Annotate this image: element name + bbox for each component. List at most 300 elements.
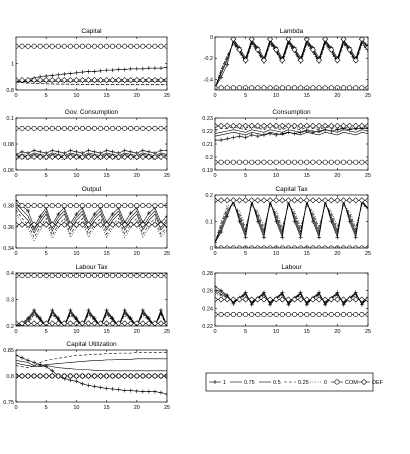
panel-title: Labour [281, 264, 302, 271]
data-point [20, 273, 24, 277]
x-tick-label: 20 [133, 173, 140, 179]
data-point [147, 273, 151, 277]
x-tick-label: 10 [273, 173, 280, 179]
data-point [50, 126, 54, 130]
y-tick-label: 0.8 [6, 374, 14, 380]
data-point [80, 273, 84, 277]
data-point [219, 312, 223, 316]
data-point [50, 321, 55, 326]
data-point [280, 123, 285, 128]
x-tick-label: 0 [14, 93, 18, 99]
data-point [92, 203, 96, 207]
data-point [219, 198, 224, 203]
data-point [68, 126, 72, 130]
legend-marker [335, 380, 339, 384]
data-point [286, 198, 291, 203]
data-point [347, 123, 352, 128]
x-tick-label: 0 [14, 251, 18, 257]
data-point [129, 67, 133, 71]
panel-title: Output [81, 186, 102, 193]
data-point [329, 198, 334, 203]
data-point [305, 312, 309, 316]
data-point [304, 198, 309, 203]
data-point [292, 312, 296, 316]
data-point [147, 203, 151, 207]
data-point [56, 126, 60, 130]
data-point [311, 312, 315, 316]
series-0 [16, 82, 167, 85]
plot-frame [16, 118, 167, 170]
series-1 [213, 198, 370, 244]
data-point [62, 44, 66, 48]
data-point [86, 126, 90, 130]
data-point [159, 149, 163, 153]
data-point [56, 73, 60, 77]
data-point [122, 77, 127, 82]
data-point [225, 86, 229, 90]
x-tick-label: 0 [213, 93, 217, 99]
data-point [329, 160, 333, 164]
series-line [16, 213, 167, 241]
series-0-75 [215, 202, 368, 243]
data-point [159, 66, 163, 70]
data-point [116, 203, 120, 207]
data-point [317, 86, 321, 90]
x-tick-label: 10 [73, 405, 80, 411]
data-point [250, 312, 254, 316]
data-point [159, 203, 163, 207]
data-point [256, 312, 260, 316]
legend-label: 0 [324, 380, 328, 386]
data-point [274, 160, 278, 164]
x-tick-label: 25 [364, 93, 372, 99]
data-point [86, 69, 90, 73]
x-tick-label: 10 [273, 251, 280, 257]
data-point [152, 373, 157, 378]
data-point [262, 160, 266, 164]
y-tick-label: 0.36 [3, 224, 14, 231]
data-point [74, 373, 79, 378]
data-point [244, 235, 248, 239]
data-point [268, 86, 272, 90]
data-point [117, 388, 121, 392]
data-point [128, 373, 133, 378]
data-point [153, 126, 157, 130]
data-point [98, 44, 102, 48]
data-point [86, 373, 91, 378]
data-point [335, 312, 339, 316]
y-tick-label: -0.4 [203, 77, 213, 84]
data-point [158, 321, 163, 326]
data-point [86, 44, 90, 48]
data-point [92, 44, 96, 48]
x-tick-label: 5 [244, 173, 248, 179]
data-point [298, 312, 302, 316]
x-tick-label: 25 [163, 405, 171, 411]
data-point [237, 160, 241, 164]
data-point [153, 273, 157, 277]
data-point [44, 365, 48, 369]
data-point [243, 312, 247, 316]
x-tick-label: 20 [133, 93, 140, 99]
data-point [140, 77, 145, 82]
data-point [310, 198, 315, 203]
y-tick-label: 0.38 [3, 203, 14, 210]
x-tick-label: 5 [244, 251, 248, 257]
data-point [147, 44, 151, 48]
data-point [80, 382, 84, 386]
panel-lambda [204, 28, 372, 99]
data-point [110, 77, 115, 82]
data-point [225, 137, 229, 141]
data-point [147, 126, 151, 130]
y-tick-label: 0.8 [6, 88, 14, 94]
data-point [323, 160, 327, 164]
data-point [152, 77, 157, 82]
x-tick-label: 20 [133, 405, 140, 411]
data-point [93, 150, 97, 154]
data-point [26, 44, 30, 48]
data-point [159, 44, 163, 48]
data-point [243, 198, 248, 203]
data-point [135, 126, 139, 130]
data-point [74, 71, 78, 75]
x-tick-label: 20 [334, 329, 341, 335]
data-point [134, 77, 139, 82]
data-point [62, 126, 66, 130]
data-point [298, 198, 303, 203]
data-point [335, 160, 339, 164]
data-point [274, 198, 279, 203]
series-def [231, 37, 371, 63]
data-point [123, 149, 127, 153]
data-point [292, 160, 296, 164]
x-tick-label: 15 [103, 93, 110, 99]
data-point [25, 373, 30, 378]
series-0-25 [16, 82, 167, 84]
data-point [116, 126, 120, 130]
x-tick-label: 15 [103, 405, 110, 411]
data-point [311, 160, 315, 164]
series-def [13, 373, 169, 378]
data-point [347, 160, 351, 164]
x-tick-label: 15 [103, 329, 110, 335]
x-tick-label: 25 [163, 251, 171, 257]
data-point [98, 77, 103, 82]
series-com [213, 86, 370, 90]
data-point [123, 273, 127, 277]
data-point [219, 123, 224, 128]
legend-label: 0.25 [298, 380, 309, 386]
data-point [347, 86, 351, 90]
data-point [20, 126, 24, 130]
data-point [153, 390, 157, 394]
panel-gov-consumption [3, 109, 170, 179]
data-point [38, 126, 42, 130]
data-point [134, 373, 139, 378]
data-point [262, 235, 266, 239]
data-point [68, 373, 73, 378]
x-tick-label: 0 [14, 405, 18, 411]
x-tick-label: 10 [273, 329, 280, 335]
data-point [280, 86, 284, 90]
data-point [219, 297, 224, 302]
x-tick-label: 5 [44, 329, 48, 335]
data-point [129, 273, 133, 277]
data-point [99, 69, 103, 73]
series-line [215, 202, 368, 243]
x-tick-label: 25 [163, 329, 171, 335]
data-point [231, 86, 235, 90]
data-point [140, 321, 145, 326]
data-point [286, 160, 290, 164]
data-point [123, 203, 127, 207]
data-point [267, 198, 272, 203]
data-point [298, 160, 302, 164]
data-point [86, 222, 91, 227]
data-point [20, 203, 24, 207]
data-point [347, 198, 352, 203]
data-point [225, 198, 230, 203]
data-point [38, 150, 42, 154]
y-tick-label: 0.85 [3, 348, 14, 354]
x-tick-label: 10 [273, 93, 280, 99]
data-point [92, 373, 97, 378]
data-point [92, 126, 96, 130]
data-point [110, 126, 114, 130]
data-point [86, 321, 91, 326]
legend-label: DEF [372, 380, 383, 386]
data-point [243, 160, 247, 164]
data-point [286, 86, 290, 90]
panel-title: Capital Utilization [66, 341, 117, 348]
data-point [323, 198, 328, 203]
data-point [129, 44, 133, 48]
data-point [255, 198, 260, 203]
data-point [354, 86, 358, 90]
data-point [147, 390, 151, 394]
data-point [354, 312, 358, 316]
data-point [80, 44, 84, 48]
data-point [56, 222, 61, 227]
data-point [26, 203, 30, 207]
data-point [32, 203, 36, 207]
data-point [62, 72, 66, 76]
y-tick-label: 0.1 [6, 116, 14, 122]
x-tick-label: 25 [364, 329, 372, 335]
x-tick-label: 5 [244, 93, 248, 99]
data-point [20, 356, 24, 360]
x-tick-label: 25 [163, 93, 171, 99]
data-point [256, 160, 260, 164]
data-point [237, 123, 242, 128]
series-0-5 [16, 359, 167, 367]
data-point [219, 138, 223, 142]
data-point [92, 273, 96, 277]
data-point [316, 297, 321, 302]
data-point [231, 136, 235, 140]
data-point [50, 203, 54, 207]
series-def [212, 198, 370, 203]
data-point [237, 198, 242, 203]
y-tick-label: 0.26 [202, 288, 213, 295]
data-point [129, 203, 133, 207]
x-tick-label: 5 [44, 93, 48, 99]
data-point [20, 150, 24, 154]
x-tick-label: 20 [133, 251, 140, 257]
data-point [129, 389, 133, 393]
series-1 [213, 284, 370, 307]
data-point [268, 312, 272, 316]
data-point [32, 360, 36, 364]
data-point [104, 126, 108, 130]
data-point [50, 44, 54, 48]
panel-title: Gov. Consumption [64, 109, 119, 116]
x-tick-label: 20 [133, 329, 140, 335]
data-point [341, 86, 345, 90]
data-point [74, 203, 78, 207]
data-point [93, 384, 97, 388]
data-point [280, 160, 284, 164]
data-point [32, 373, 37, 378]
x-tick-label: 15 [303, 93, 310, 99]
data-point [104, 44, 108, 48]
data-point [104, 373, 109, 378]
data-point [237, 86, 241, 90]
y-tick-label: 0.2 [205, 193, 213, 199]
data-point [111, 387, 115, 391]
data-point [68, 44, 72, 48]
data-point [353, 297, 358, 302]
y-tick-label: 0.22 [202, 129, 213, 135]
data-point [298, 86, 302, 90]
data-point [80, 77, 85, 82]
data-point [219, 289, 223, 293]
data-point [329, 312, 333, 316]
data-point [147, 66, 151, 70]
x-tick-label: 15 [303, 251, 310, 257]
data-point [158, 77, 163, 82]
data-point [262, 312, 266, 316]
data-point [153, 203, 157, 207]
data-point [50, 77, 55, 82]
data-point [141, 44, 145, 48]
data-point [110, 203, 114, 207]
data-point [323, 312, 327, 316]
panel-capital [6, 28, 170, 99]
data-point [38, 373, 43, 378]
data-point [74, 126, 78, 130]
x-tick-label: 5 [44, 405, 48, 411]
data-point [116, 373, 121, 378]
panel-labour [202, 264, 371, 335]
data-point [50, 149, 54, 153]
data-point [74, 77, 79, 82]
data-point [116, 77, 121, 82]
series-def [13, 321, 169, 326]
x-tick-label: 15 [303, 173, 310, 179]
data-point [117, 67, 121, 71]
data-point [299, 235, 303, 239]
panel-title: Capital [81, 28, 102, 35]
data-point [353, 198, 358, 203]
series-0-25 [16, 353, 167, 368]
x-tick-label: 5 [44, 173, 48, 179]
data-point [123, 389, 127, 393]
data-point [98, 203, 102, 207]
x-tick-label: 25 [364, 173, 372, 179]
x-tick-label: 0 [213, 173, 217, 179]
x-tick-label: 0 [14, 329, 18, 335]
legend-label: 0.75 [244, 380, 255, 386]
y-tick-label: 0.08 [3, 142, 14, 148]
data-point [159, 273, 163, 277]
data-point [329, 123, 334, 128]
data-point [98, 222, 103, 227]
y-tick-label: 0.24 [202, 306, 213, 313]
data-point [62, 203, 66, 207]
data-point [50, 373, 55, 378]
data-point [122, 373, 127, 378]
data-point [86, 273, 90, 277]
data-point [141, 203, 145, 207]
data-point [105, 149, 109, 153]
x-tick-label: 0 [14, 173, 18, 179]
data-point [359, 198, 364, 203]
y-tick-label: 0.2 [6, 324, 14, 330]
data-point [74, 150, 78, 154]
data-point [19, 373, 24, 378]
data-point [50, 273, 54, 277]
data-point [329, 86, 333, 90]
series-line [16, 82, 167, 84]
data-point [99, 385, 103, 389]
legend-label: COM [345, 380, 358, 386]
x-tick-label: 5 [244, 329, 248, 335]
series-1 [14, 308, 169, 328]
data-point [298, 297, 303, 302]
panel-labour-tax [6, 264, 170, 335]
panel-title: Lambda [279, 28, 304, 35]
data-point [360, 312, 364, 316]
data-point [68, 149, 72, 153]
data-point [129, 150, 133, 154]
data-point [32, 149, 36, 153]
x-tick-label: 25 [364, 251, 372, 257]
data-point [32, 44, 36, 48]
data-point [250, 160, 254, 164]
data-point [38, 44, 42, 48]
data-point [292, 198, 297, 203]
data-point [129, 126, 133, 130]
data-point [274, 123, 279, 128]
data-point [80, 126, 84, 130]
x-tick-label: 10 [73, 329, 80, 335]
y-tick-label: 0.75 [3, 400, 14, 406]
data-point [56, 203, 60, 207]
series-line [16, 359, 167, 367]
legend-label: 1 [223, 380, 227, 386]
data-point [231, 198, 236, 203]
x-tick-label: 15 [103, 173, 110, 179]
y-tick-label: 0.21 [202, 142, 213, 148]
data-point [262, 86, 266, 90]
y-tick-label: -0.2 [203, 56, 213, 63]
data-point [32, 126, 36, 130]
series-1 [14, 353, 169, 396]
data-point [268, 160, 272, 164]
data-point [280, 235, 284, 239]
